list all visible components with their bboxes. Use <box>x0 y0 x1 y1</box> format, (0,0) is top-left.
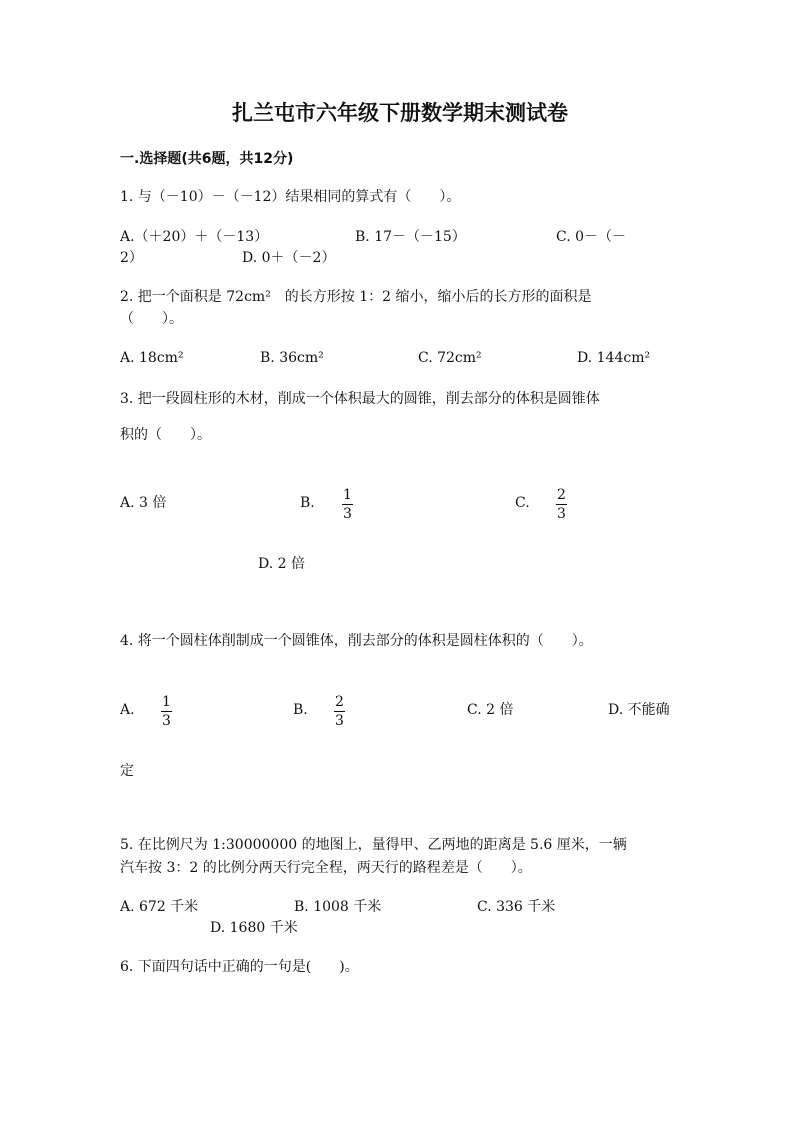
q4-option-a-fraction <box>161 695 172 728</box>
q2-option-b: B. 36cm² <box>260 350 324 366</box>
q6-stem: 6. 下面四句话中正确的一句是( )。 <box>120 959 359 975</box>
q4-option-a-label: A. <box>120 702 135 718</box>
page-title: 扎兰屯市六年级下册数学期末测试卷 <box>232 101 568 125</box>
q3-option-b-denominator: 3 <box>343 506 352 522</box>
q4-option-b-denominator: 3 <box>335 713 344 729</box>
q4-option-d-wrap: 定 <box>120 763 134 779</box>
q1-option-c: C. 0－（－ <box>556 229 627 245</box>
q3-option-c-numerator: 2 <box>557 487 566 503</box>
q3-option-b-fraction <box>342 488 353 521</box>
q3-stem-continued: 积的（ ）。 <box>120 427 211 443</box>
q4-option-b-fraction <box>334 695 345 728</box>
q3-option-d: D. 2 倍 <box>258 556 305 572</box>
q5-option-a: A. 672 千米 <box>120 899 199 915</box>
q4-option-d: D. 不能确 <box>608 702 670 718</box>
q1-option-d: D. 0＋（－2） <box>242 250 336 266</box>
q3-option-c-label: C. <box>515 495 530 511</box>
q3-option-b-numerator: 1 <box>343 487 352 503</box>
q1-option-c-wrap: 2） <box>120 250 143 266</box>
q3-stem: 3. 把一段圆柱形的木材，削成一个体积最大的圆锥，削去部分的体积是圆锥体 <box>120 391 600 407</box>
q4-option-b-numerator: 2 <box>335 694 344 710</box>
q2-option-a: A. 18cm² <box>120 350 184 366</box>
q5-option-d: D. 1680 千米 <box>210 920 298 936</box>
q1-stem: 1. 与（－10）－（－12）结果相同的算式有（ ）。 <box>120 189 461 205</box>
q5-stem-continued: 汽车按 3：2 的比例分两天行完全程，两天行的路程差是（ ）。 <box>120 860 532 876</box>
q3-option-a: A. 3 倍 <box>120 495 167 511</box>
q2-option-d: D. 144cm² <box>577 350 651 366</box>
q5-stem: 5. 在比例尺为 1:30000000 的地图上，量得甲、乙两地的距离是 5.6 厘米，一辆 <box>120 837 627 853</box>
q4-option-b-label: B. <box>293 702 308 718</box>
q5-option-c: C. 336 千米 <box>477 899 556 915</box>
q3-option-c-denominator: 3 <box>557 506 566 522</box>
q2-stem-continued: （ ）。 <box>120 311 183 327</box>
q1-option-a: A.（＋20）＋（－13） <box>120 229 269 245</box>
q2-option-c: C. 72cm² <box>418 350 482 366</box>
q4-stem: 4. 将一个圆柱体削制成一个圆锥体，削去部分的体积是圆柱体积的（ ）。 <box>120 633 593 649</box>
q1-option-b: B. 17－（－15） <box>355 229 466 245</box>
q4-option-c: C. 2 倍 <box>467 702 514 718</box>
section-heading: 一.选择题(共6题，共12分) <box>120 151 294 167</box>
q3-option-c-fraction <box>556 488 567 521</box>
q2-stem: 2. 把一个面积是 72cm² 的长方形按 1：2 缩小，缩小后的长方形的面积是 <box>120 289 592 305</box>
q3-option-b-label: B. <box>300 495 315 511</box>
q4-option-a-numerator: 1 <box>162 694 171 710</box>
q4-option-a-denominator: 3 <box>162 713 171 729</box>
q5-option-b: B. 1008 千米 <box>294 899 382 915</box>
